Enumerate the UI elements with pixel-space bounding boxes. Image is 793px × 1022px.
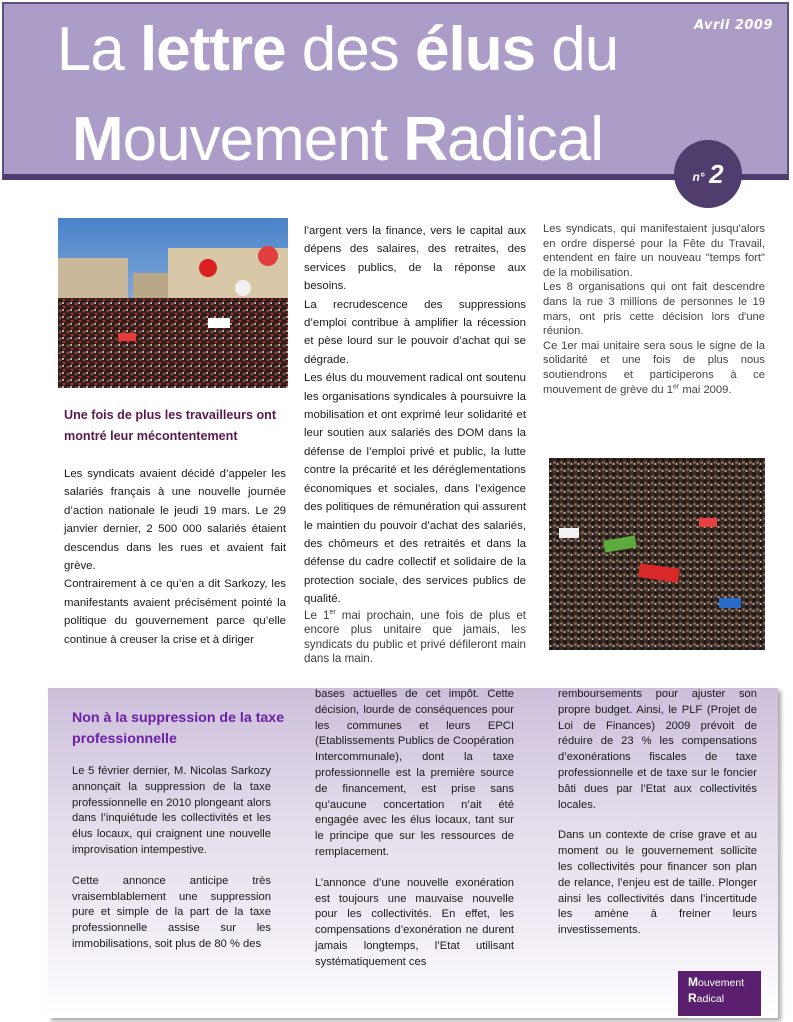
title-part-bold: élus <box>414 15 536 84</box>
panel-title: Non à la suppression de la taxe professionnelle <box>72 710 285 747</box>
paragraph: Le 5 février dernier, M. Nicolas Sarkozy annonçait la suppression de la taxe professionnelle en 2010 plongeant alors dans l’inquiétude les collectivités et les élus locaux, qui craignent une nouvelle improvisation intempestive. <box>72 765 271 856</box>
mouvement-radical-logo <box>678 971 761 1016</box>
article-column-1 <box>64 465 286 649</box>
paragraph: Les 8 organisations qui ont fait descendre dans la rue 3 millions de personnes le 19 mars, ont pris cette décision lors d'une réunion. <box>543 281 765 338</box>
panel-column-1 <box>72 764 271 953</box>
title-part-bold: M <box>72 105 123 174</box>
logo-text: adical <box>696 993 725 1005</box>
title-line-1 <box>4 14 791 85</box>
text-run: mai 2009. <box>679 383 732 396</box>
issue-number-badge <box>674 140 742 208</box>
title-part: ouvement <box>122 105 404 174</box>
paragraph: Cette annonce anticipe très vraisemblablement une suppression pure et simple de la part de la taxe professionnelle assise sur les immobilisations, soit plus de 80 % des <box>72 874 271 950</box>
paragraph: L’annonce d’une nouvelle exonération est toujours une mauvaise nouvelle pour les collectivités. En effet, les compensations d’exonération ne durent jamais longtemps, l’Etat utilisant systématiquement ces <box>315 876 514 968</box>
panel-column-2 <box>315 687 514 971</box>
logo-line-1 <box>688 975 761 991</box>
issue-prefix: n° <box>692 170 705 184</box>
paragraph: Les syndicats avaient décidé d’appeler les salariés français à une nouvelle journée d’action nationale le jeudi 19 mars. Le 29 janvier dernier, 2 500 000 salariés étaient descendus dans les rues et avaient fait grève. <box>64 468 286 573</box>
demonstration-photo-square <box>58 218 288 388</box>
logo-line-2 <box>688 991 761 1007</box>
panel-column-3 <box>558 687 757 939</box>
paragraph <box>543 339 765 397</box>
ordinal-superscript: er <box>672 382 680 390</box>
article-headline: Une fois de plus les travailleurs ont montré leur mécontentement <box>64 408 277 443</box>
logo-initial: R <box>688 991 697 1005</box>
paragraph: bases actuelles de cet impôt. Cette décision, lourde de conséquences pour les communes et leurs EPCI (Etablissements Publics de Coopération Intercommunale), dont la taxe professionnelle est la première source de financement, est prise sans qu’aucune concertation n’ait été engagée avec les élus locaux, tant sur le principe que sur les ressources de remplacement. <box>315 688 514 858</box>
title-part: du <box>535 15 619 84</box>
title-line-2 <box>4 104 791 175</box>
title-part-bold: R <box>403 105 447 174</box>
title-part: des <box>285 15 415 84</box>
paragraph: Les élus du mouvement radical ont soutenu les organisations syndicales à poursuivre la mobilisation et ont exprimé leur solidarité et leur soutien aux salariés des DOM dans la défense de l’emploi privé et public, la lutte contre la précarité et les déréglementations économiques et sociales, dans l’exigence des politiques de rémunération qui assurent le maintien du pouvoir d’achat des salariés, des chômeurs et des retraités et dans la défense du cadre collectif et solidaire de la protection sociale, des services publics de qualité. <box>304 372 526 606</box>
title-part: adical <box>446 105 603 174</box>
title-part: La <box>56 15 140 84</box>
paragraph: Dans un contexte de crise grave et au moment ou le gouvernement sollicite les collectivités pour financer son plan de relance, l’enjeu est de taille. Plonger ainsi les collectivités dans l’incertitude les amène à freiner leurs investissements. <box>558 829 757 937</box>
article-column-2 <box>304 222 526 667</box>
text-run: Le 1 <box>304 608 330 622</box>
paragraph: La recrudescence des suppressions d’emploi contribue à amplifier la récession et pèse lourd sur le pouvoir d’achat qui se dégrade. <box>304 298 526 366</box>
paragraph: l’argent vers la finance, vers le capital aux dépens des salaires, des retraites, des services publics, de la réponse aux besoins. <box>304 225 526 293</box>
issue-number: 2 <box>709 159 724 189</box>
text-run: Ce 1er mai unitaire sera sous le signe de la solidarité et une fois de plus nous soutiendrons et participerons à ce mouvement de grève du 1 <box>543 339 765 396</box>
logo-text: ouvement <box>698 977 745 989</box>
masthead <box>2 2 789 180</box>
paragraph: Les syndicats, qui manifestaient jusqu'alors en ordre dispersé pour la Fête du Travail, entendent en faire un nouveau "temps fort" de la mobilisation. <box>543 223 765 279</box>
paragraph <box>304 609 526 667</box>
crowd-photo-aerial <box>549 458 765 650</box>
article-column-3 <box>543 222 765 397</box>
paragraph: remboursements pour ajuster son propre budget. Ainsi, le PLF (Projet de Loi de Finances) 2009 prévoit de réduire de 23 % les compensations d’exonérations fiscales de taxe professionnelle et de taxe sur le foncier bâti dues par l’Etat aux collectivités locales. <box>558 688 757 811</box>
ordinal-superscript: er <box>329 608 336 616</box>
logo-initial: M <box>688 975 698 989</box>
title-part-bold: lettre <box>139 15 286 84</box>
paragraph: Contrairement à ce qu’en a dit Sarkozy, les manifestants avaient précisément pointé la politique du gouvernement parce qu’elle continue à creuser la crise et à diriger <box>64 578 286 646</box>
text-run: mai prochain, une fois de plus et encore plus unitaire que jamais, les syndicats du public et privé défileront main dans la main. <box>304 608 526 666</box>
issue-date: Avril 2009 <box>694 18 773 33</box>
